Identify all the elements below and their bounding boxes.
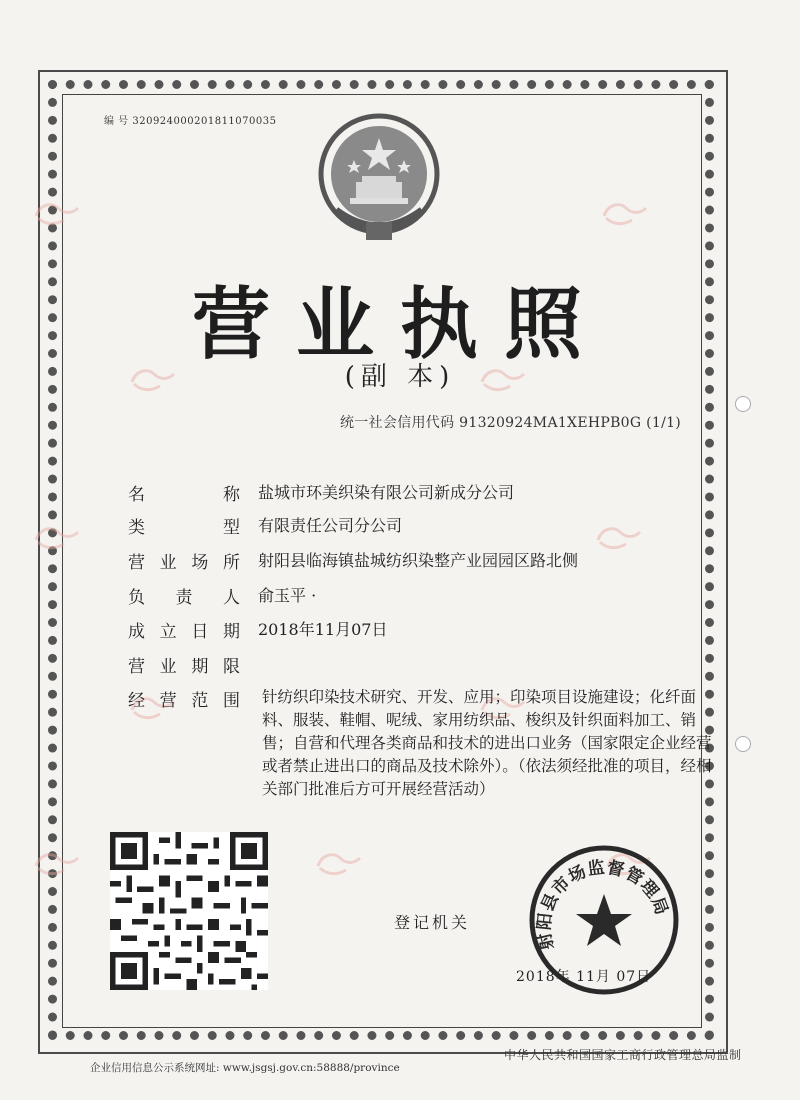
watermark-icon	[590, 520, 646, 556]
national-emblem-icon	[314, 110, 444, 250]
punch-hole	[735, 736, 751, 752]
field-label-principal: 负责人	[128, 588, 240, 608]
field-label-term: 营业期限	[128, 657, 240, 677]
field-label-name: 名称	[128, 485, 240, 505]
registration-authority-label: 登记机关	[394, 913, 471, 932]
watermark-icon	[310, 846, 366, 882]
field-value-type: 有限责任公司分公司	[258, 516, 403, 535]
issue-date: 2018年 11月 07日	[516, 969, 652, 985]
field-label-founded: 成立日期	[128, 622, 240, 642]
seal-text: 射阳县市场监督管理局	[534, 857, 672, 952]
watermark-icon	[28, 520, 84, 556]
field-value-founded: 2018年11月07日	[258, 620, 388, 639]
field-value-premises: 射阳县临海镇盐城纺织染整产业园园区路北侧	[258, 551, 579, 570]
field-label-type: 类型	[128, 518, 240, 538]
watermark-icon	[596, 196, 652, 232]
field-value-principal: 俞玉平 ·	[258, 586, 317, 605]
field-label-premises: 营业场所	[128, 553, 240, 573]
qr-code-icon	[110, 832, 268, 990]
field-value-scope: 针纺织印染技术研究、开发、应用；印染项目设施建设；化纤面料、服装、鞋帽、呢绒、家用纺织品、梭织及针织面料加工、销售；自营和代理各类商品和技术的进出口业务（国家限定企业经营或者禁止进出口的商品及技术除外）。（依法须经批准的项目，经相关部门批准后方可开展经营活动）	[262, 688, 712, 798]
watermark-icon	[28, 196, 84, 232]
watermark-icon	[28, 846, 84, 882]
punch-hole	[735, 396, 751, 412]
serial-number: 编 号 320924000201811070035	[104, 116, 277, 127]
document-subtitle: (副 本)	[344, 362, 456, 392]
footer-website: 企业信用信息公示系统网址: www.jsgsj.gov.cn:58888/province	[90, 1062, 400, 1074]
field-value-name: 盐城市环美织染有限公司新成分公司	[258, 483, 515, 502]
credit-code: 统一社会信用代码 91320924MA1XEHPB0G (1/1)	[340, 415, 682, 431]
footer-issuer: 中华人民共和国国家工商行政管理总局监制	[504, 1048, 742, 1062]
field-label-scope: 经营范围	[128, 691, 240, 711]
document-title: 营业执照	[191, 279, 608, 370]
